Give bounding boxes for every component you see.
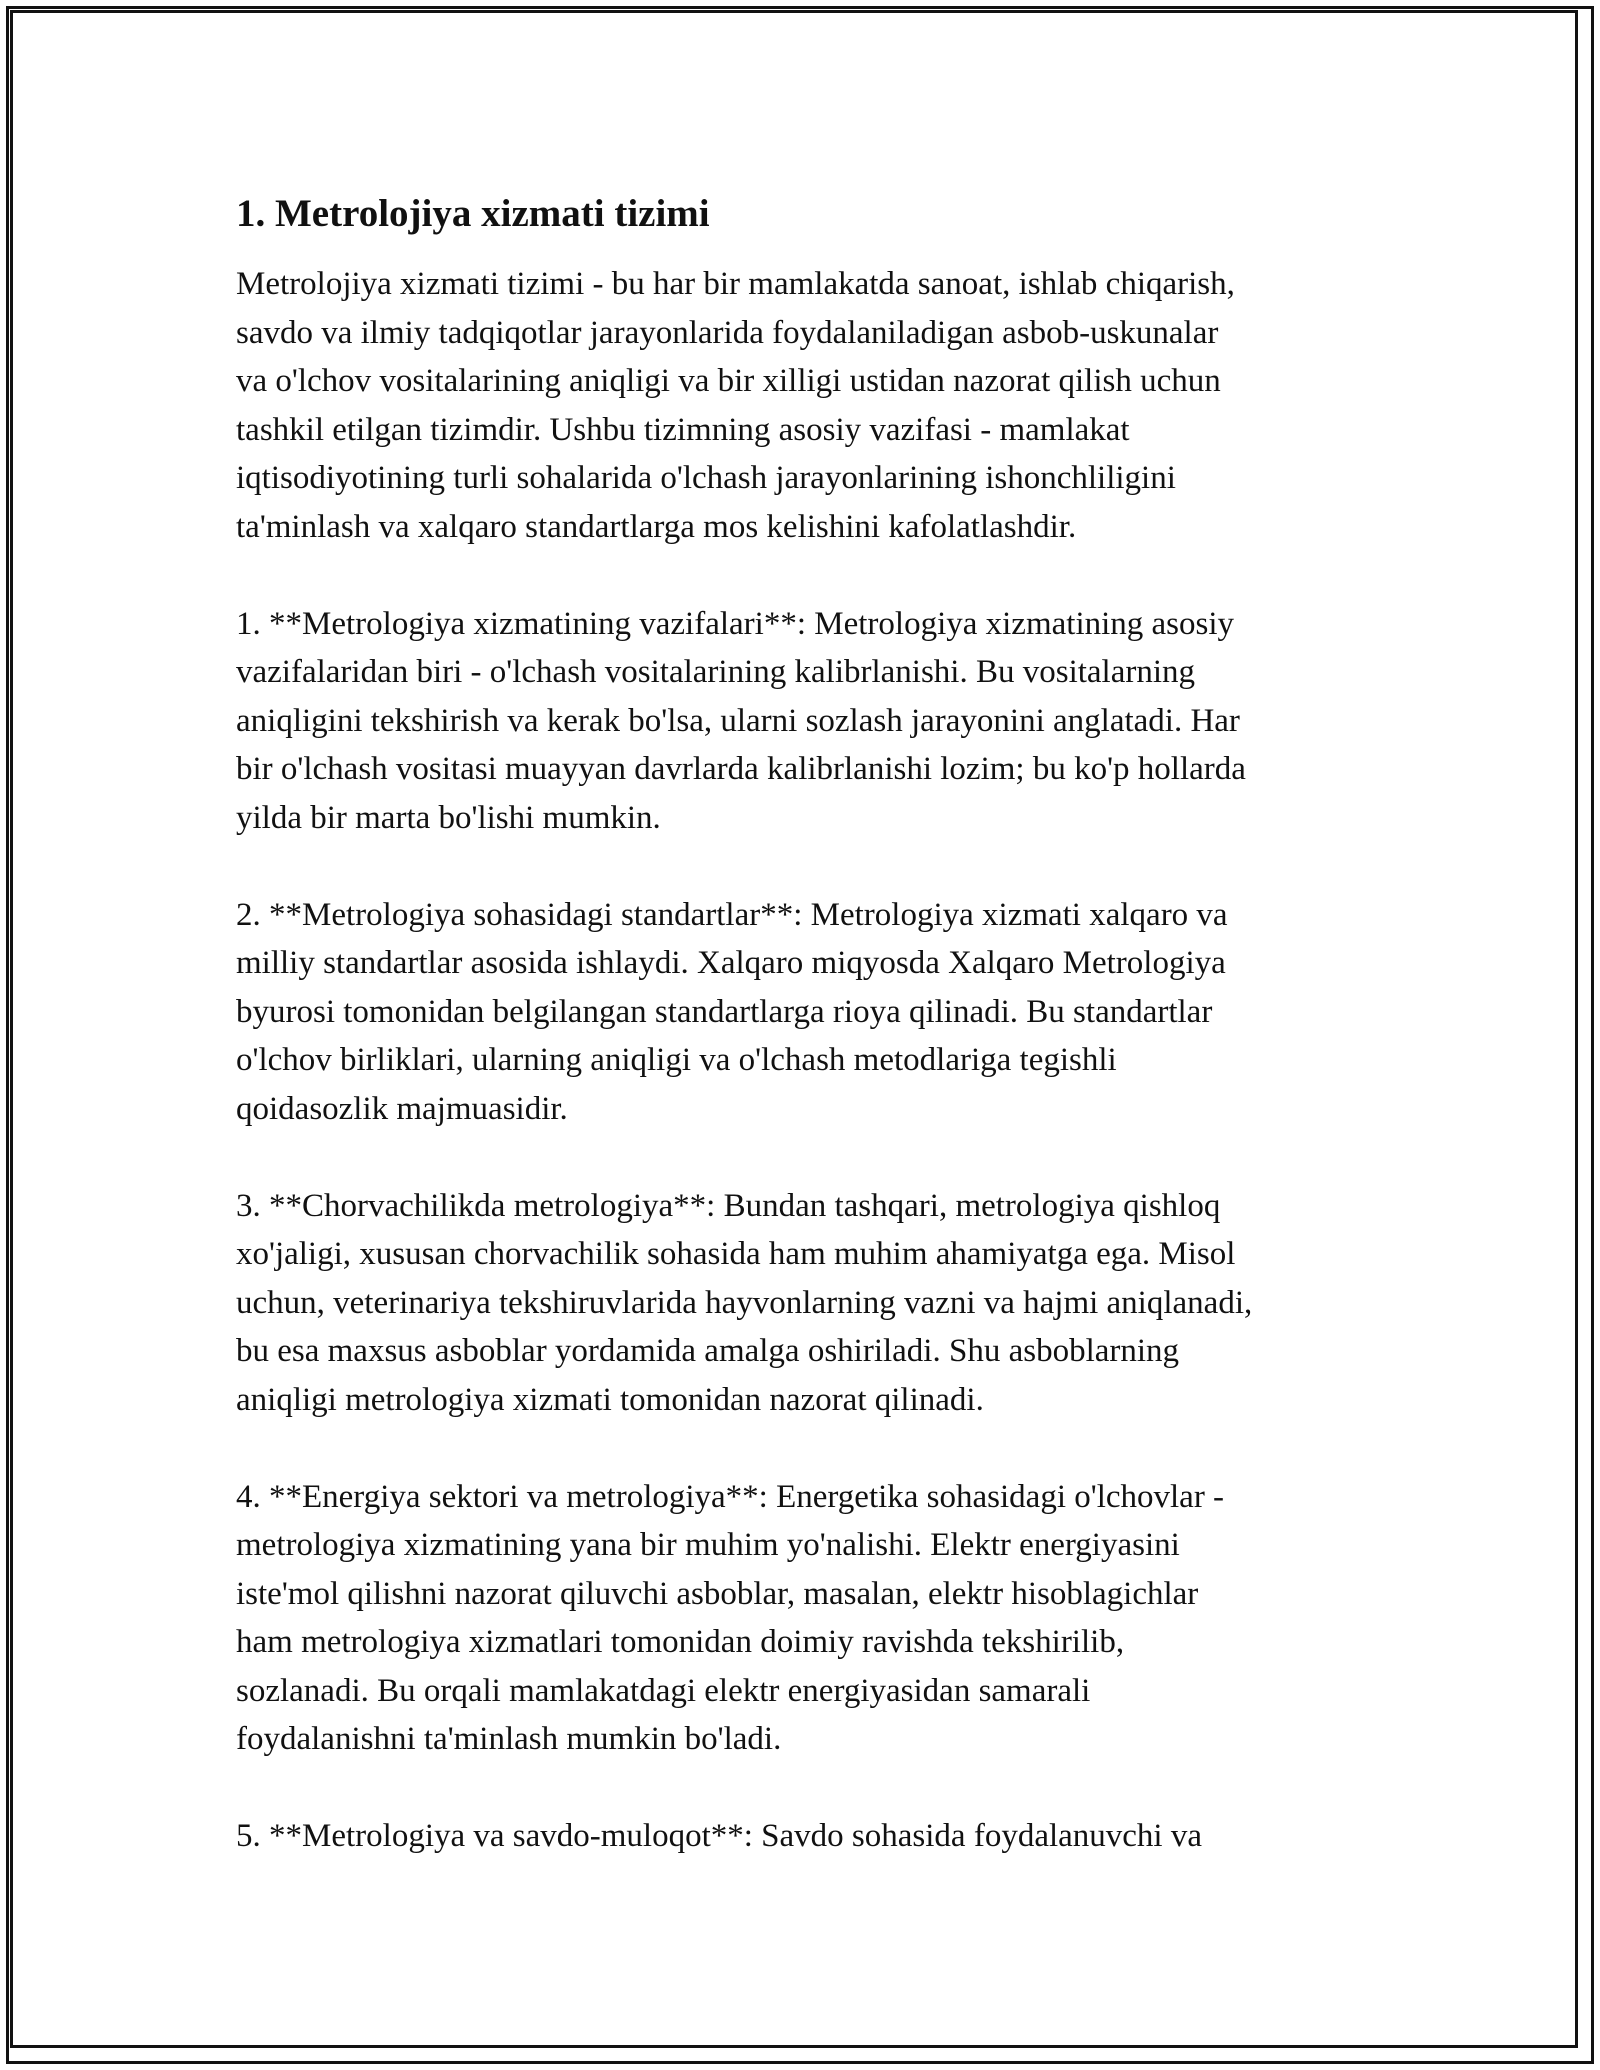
- paragraph-spacer: [236, 551, 1376, 600]
- list-item-4: 4. **Energiya sektori va metrologiya**: Energetika sohasidagi o'lchovlar - metrologiya xizmatining yana bir muhim yo'nalishi. Elektr energiyasini iste'mol qilishni nazorat qiluvchi asboblar, masalan, elektr hisoblagichlar ham metrologiya xizmatlari tomonidan doimiy ravishda tekshirilib, sozlanadi. Bu orqali mamlakatdagi elektr energiyasidan samarali foydalanishni ta'minlash mumkin bo'ladi.: [236, 1478, 1225, 1757]
- section-title: 1. Metrolojiya xizmati tizimi: [236, 192, 710, 235]
- paragraph-spacer: [236, 1764, 1376, 1813]
- paragraph-spacer: [236, 842, 1376, 891]
- list-item-2: 2. **Metrologiya sohasidagi standartlar**: Metrologiya xizmati xalqaro va milliy standartlar asosida ishlaydi. Xalqaro miqyosda Xalqaro Metrologiya byurosi tomonidan belgilangan standartlarga rioya qilinadi. Bu standartlar o'lchov birliklari, ularning aniqligi va o'lchash metodlariga tegishli qoidasozlik majmuasidir.: [236, 896, 1228, 1127]
- list-item-1: 1. **Metrologiya xizmatining vazifalari**: Metrologiya xizmatining asosiy vazifalaridan biri - o'lchash vositalarining kalibrlanishi. Bu vositalarning aniqligini tekshirish va kerak bo'lsa, ularni sozlash jarayonini anglatadi. Har bir o'lchash vositasi muayyan davrlarda kalibrlanishi lozim; bu ko'p hollarda yilda bir marta bo'lishi mumkin.: [236, 605, 1246, 836]
- list-item-5: 5. **Metrologiya va savdo-muloqot**: Savdo sohasida foydalanuvchi va: [236, 1818, 1202, 1854]
- paragraph-spacer: [236, 1133, 1376, 1182]
- paragraph-spacer: [236, 1424, 1376, 1473]
- document-body: [236, 188, 1376, 1861]
- intro-paragraph: Metrolojiya xizmati tizimi - bu har bir mamlakatda sanoat, ishlab chiqarish, savdo va ilmiy tadqiqotlar jarayonlarida foydalaniladigan asbob-uskunalar va o'lchov vositalarining aniqligi va bir xilligi ustidan nazorat qilish uchun tashkil etilgan tizimdir. Ushbu tizimning asosiy vazifasi - mamlakat iqtisodiyotining turli sohalarida o'lchash jarayonlarining ishonchliligini ta'minlash va xalqaro standartlarga mos kelishini kafolatlashdir.: [236, 266, 1235, 545]
- list-item-3: 3. **Chorvachilikda metrologiya**: Bundan tashqari, metrologiya qishloq xo'jaligi, xususan chorvachilik sohasida ham muhim ahamiyatga ega. Misol uchun, veterinariya tekshiruvlarida hayvonlarning vazni va hajmi aniqlanadi, bu esa maxsus asboblar yordamida amalga oshiriladi. Shu asboblarning aniqligi metrologiya xizmati tomonidan nazorat qilinadi.: [236, 1187, 1253, 1418]
